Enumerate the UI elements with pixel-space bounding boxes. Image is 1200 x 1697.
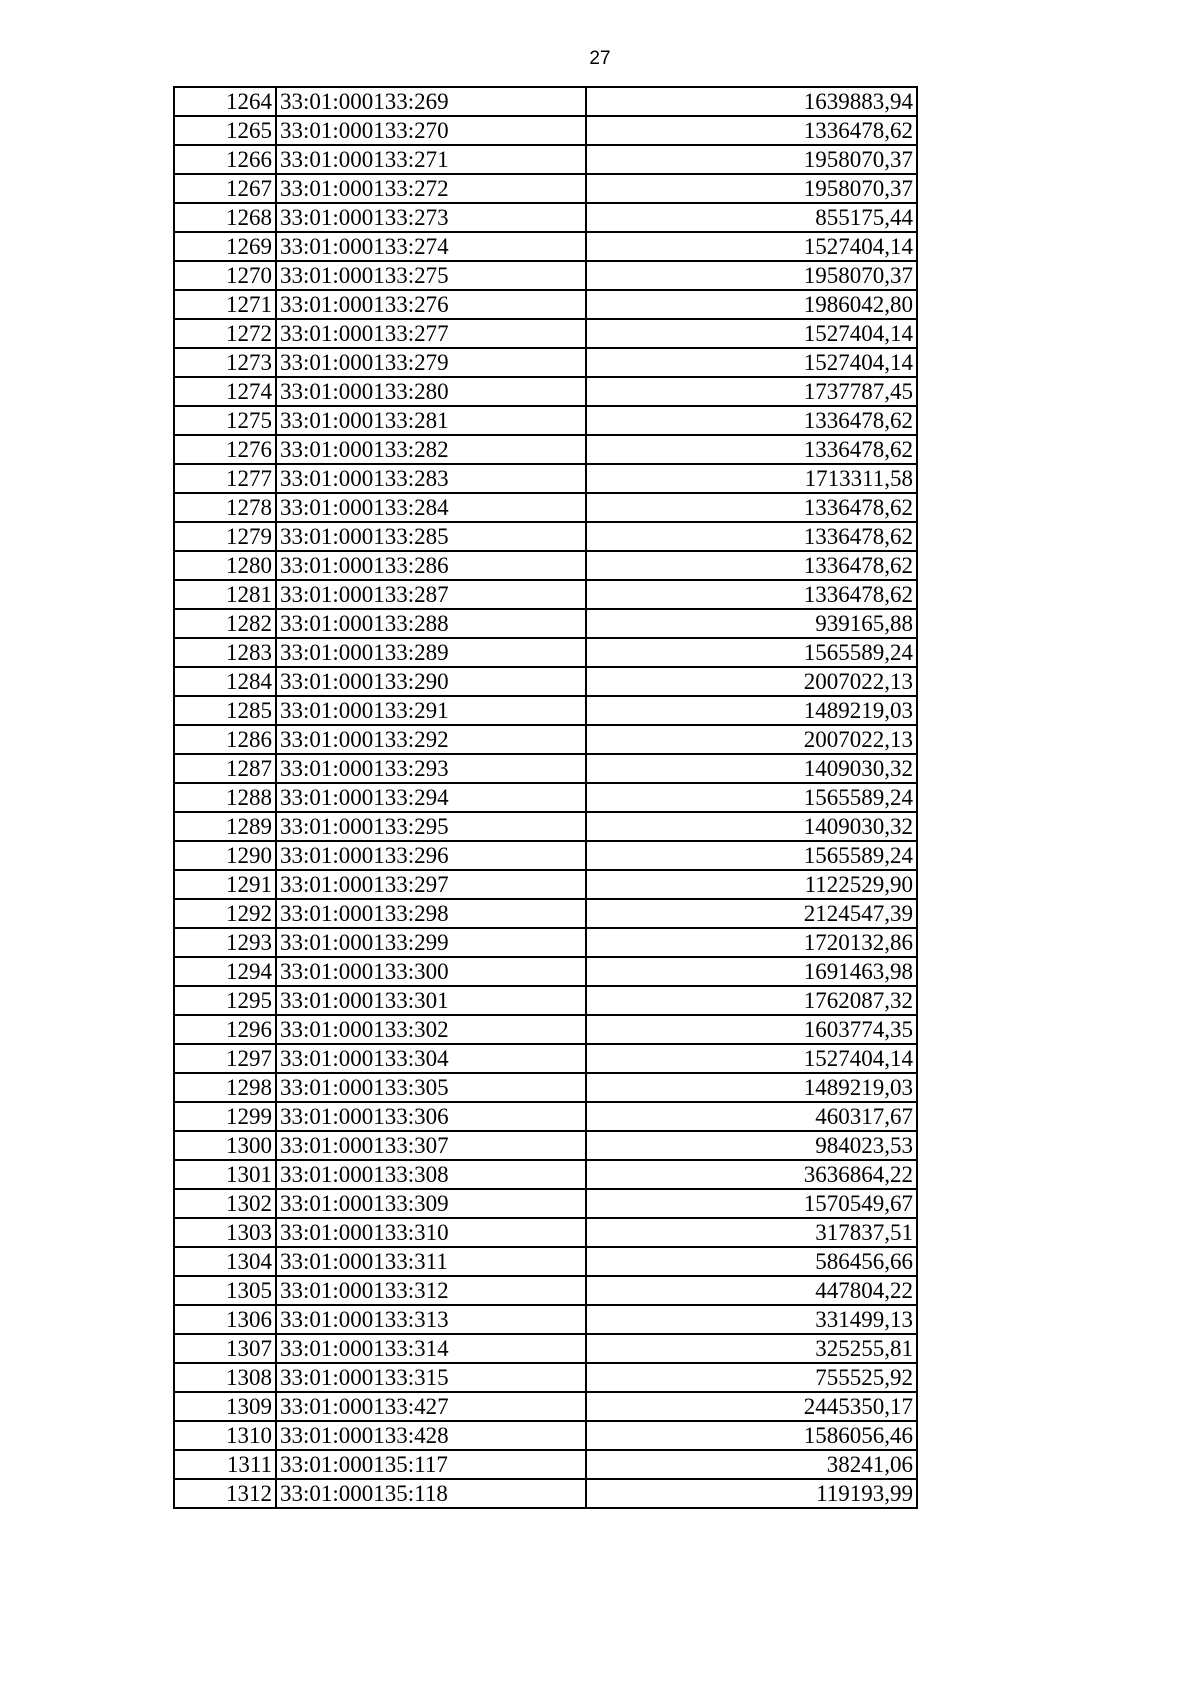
row-number-cell: 1281 bbox=[174, 580, 276, 609]
cadastral-number-cell: 33:01:000135:117 bbox=[276, 1450, 586, 1479]
cadastral-value-cell: 1409030,32 bbox=[586, 812, 917, 841]
cadastral-value-cell: 1336478,62 bbox=[586, 493, 917, 522]
cadastral-value-cell: 3636864,22 bbox=[586, 1160, 917, 1189]
cadastral-value-cell: 1527404,14 bbox=[586, 319, 917, 348]
row-number-cell: 1270 bbox=[174, 261, 276, 290]
table-row bbox=[174, 319, 917, 348]
row-number-cell: 1282 bbox=[174, 609, 276, 638]
row-number-cell: 1267 bbox=[174, 174, 276, 203]
table-row bbox=[174, 580, 917, 609]
table-row bbox=[174, 1305, 917, 1334]
table-row bbox=[174, 1334, 917, 1363]
cadastral-value-cell: 586456,66 bbox=[586, 1247, 917, 1276]
row-number-cell: 1288 bbox=[174, 783, 276, 812]
cadastral-value-cell: 1122529,90 bbox=[586, 870, 917, 899]
cadastral-value-cell: 1489219,03 bbox=[586, 696, 917, 725]
row-number-cell: 1295 bbox=[174, 986, 276, 1015]
row-number-cell: 1272 bbox=[174, 319, 276, 348]
table-row bbox=[174, 290, 917, 319]
row-number-cell: 1287 bbox=[174, 754, 276, 783]
row-number-cell: 1302 bbox=[174, 1189, 276, 1218]
cadastral-number-cell: 33:01:000133:275 bbox=[276, 261, 586, 290]
table-row bbox=[174, 1392, 917, 1421]
cadastral-value-cell: 1336478,62 bbox=[586, 551, 917, 580]
table-row bbox=[174, 1218, 917, 1247]
cadastral-number-cell: 33:01:000133:286 bbox=[276, 551, 586, 580]
row-number-cell: 1269 bbox=[174, 232, 276, 261]
table-row bbox=[174, 667, 917, 696]
cadastral-number-cell: 33:01:000133:291 bbox=[276, 696, 586, 725]
table-row bbox=[174, 1131, 917, 1160]
row-number-cell: 1271 bbox=[174, 290, 276, 319]
row-number-cell: 1310 bbox=[174, 1421, 276, 1450]
row-number-cell: 1275 bbox=[174, 406, 276, 435]
cadastral-number-cell: 33:01:000133:301 bbox=[276, 986, 586, 1015]
table-row bbox=[174, 638, 917, 667]
cadastral-number-cell: 33:01:000133:312 bbox=[276, 1276, 586, 1305]
cadastral-value-cell: 1958070,37 bbox=[586, 174, 917, 203]
row-number-cell: 1276 bbox=[174, 435, 276, 464]
cadastral-number-cell: 33:01:000133:428 bbox=[276, 1421, 586, 1450]
cadastral-number-cell: 33:01:000133:313 bbox=[276, 1305, 586, 1334]
table-row bbox=[174, 203, 917, 232]
row-number-cell: 1294 bbox=[174, 957, 276, 986]
table-row bbox=[174, 348, 917, 377]
cadastral-value-cell: 2124547,39 bbox=[586, 899, 917, 928]
cadastral-number-cell: 33:01:000133:269 bbox=[276, 87, 586, 116]
table-row bbox=[174, 696, 917, 725]
table-row bbox=[174, 1479, 917, 1508]
cadastral-number-cell: 33:01:000133:314 bbox=[276, 1334, 586, 1363]
cadastral-number-cell: 33:01:000133:289 bbox=[276, 638, 586, 667]
table-row bbox=[174, 232, 917, 261]
row-number-cell: 1308 bbox=[174, 1363, 276, 1392]
cadastral-value-cell: 1986042,80 bbox=[586, 290, 917, 319]
table-row bbox=[174, 1160, 917, 1189]
row-number-cell: 1307 bbox=[174, 1334, 276, 1363]
table-row bbox=[174, 551, 917, 580]
table-body bbox=[174, 87, 917, 1508]
table-row bbox=[174, 609, 917, 638]
row-number-cell: 1309 bbox=[174, 1392, 276, 1421]
cadastral-value-cell: 460317,67 bbox=[586, 1102, 917, 1131]
table-row bbox=[174, 1363, 917, 1392]
row-number-cell: 1298 bbox=[174, 1073, 276, 1102]
cadastral-value-cell: 1958070,37 bbox=[586, 261, 917, 290]
cadastral-value-cell: 1409030,32 bbox=[586, 754, 917, 783]
cadastral-value-cell: 2445350,17 bbox=[586, 1392, 917, 1421]
cadastral-value-cell: 1336478,62 bbox=[586, 406, 917, 435]
cadastral-value-cell: 755525,92 bbox=[586, 1363, 917, 1392]
cadastral-value-cell: 2007022,13 bbox=[586, 667, 917, 696]
cadastral-value-cell: 1958070,37 bbox=[586, 145, 917, 174]
cadastral-number-cell: 33:01:000133:281 bbox=[276, 406, 586, 435]
cadastral-value-cell: 1720132,86 bbox=[586, 928, 917, 957]
cadastral-value-cell: 317837,51 bbox=[586, 1218, 917, 1247]
cadastral-value-cell: 1603774,35 bbox=[586, 1015, 917, 1044]
cadastral-number-cell: 33:01:000133:296 bbox=[276, 841, 586, 870]
cadastral-number-cell: 33:01:000133:282 bbox=[276, 435, 586, 464]
table-row bbox=[174, 841, 917, 870]
table-row bbox=[174, 870, 917, 899]
row-number-cell: 1305 bbox=[174, 1276, 276, 1305]
cadastral-number-cell: 33:01:000133:297 bbox=[276, 870, 586, 899]
row-number-cell: 1284 bbox=[174, 667, 276, 696]
row-number-cell: 1266 bbox=[174, 145, 276, 174]
table-row bbox=[174, 174, 917, 203]
row-number-cell: 1277 bbox=[174, 464, 276, 493]
row-number-cell: 1278 bbox=[174, 493, 276, 522]
cadastral-value-cell: 119193,99 bbox=[586, 1479, 917, 1508]
cadastral-number-cell: 33:01:000133:290 bbox=[276, 667, 586, 696]
table-row bbox=[174, 1247, 917, 1276]
table-row bbox=[174, 754, 917, 783]
cadastral-number-cell: 33:01:000133:295 bbox=[276, 812, 586, 841]
cadastral-value-cell: 1570549,67 bbox=[586, 1189, 917, 1218]
row-number-cell: 1304 bbox=[174, 1247, 276, 1276]
table-row bbox=[174, 1421, 917, 1450]
cadastral-number-cell: 33:01:000133:302 bbox=[276, 1015, 586, 1044]
table-row bbox=[174, 435, 917, 464]
table-row bbox=[174, 377, 917, 406]
table-row bbox=[174, 986, 917, 1015]
table-row bbox=[174, 261, 917, 290]
cadastral-value-cell: 939165,88 bbox=[586, 609, 917, 638]
row-number-cell: 1312 bbox=[174, 1479, 276, 1508]
cadastral-number-cell: 33:01:000133:292 bbox=[276, 725, 586, 754]
table-row bbox=[174, 406, 917, 435]
cadastral-value-cell: 1336478,62 bbox=[586, 580, 917, 609]
page-number: 27 bbox=[589, 48, 611, 69]
cadastral-number-cell: 33:01:000133:283 bbox=[276, 464, 586, 493]
cadastral-number-cell: 33:01:000133:279 bbox=[276, 348, 586, 377]
row-number-cell: 1291 bbox=[174, 870, 276, 899]
row-number-cell: 1279 bbox=[174, 522, 276, 551]
table-row bbox=[174, 464, 917, 493]
row-number-cell: 1285 bbox=[174, 696, 276, 725]
cadastral-number-cell: 33:01:000133:309 bbox=[276, 1189, 586, 1218]
cadastral-value-cell: 447804,22 bbox=[586, 1276, 917, 1305]
cadastral-number-cell: 33:01:000133:299 bbox=[276, 928, 586, 957]
cadastral-number-cell: 33:01:000133:310 bbox=[276, 1218, 586, 1247]
cadastral-number-cell: 33:01:000133:277 bbox=[276, 319, 586, 348]
cadastral-number-cell: 33:01:000133:271 bbox=[276, 145, 586, 174]
row-number-cell: 1268 bbox=[174, 203, 276, 232]
cadastral-number-cell: 33:01:000133:285 bbox=[276, 522, 586, 551]
row-number-cell: 1293 bbox=[174, 928, 276, 957]
table-row bbox=[174, 145, 917, 174]
row-number-cell: 1274 bbox=[174, 377, 276, 406]
cadastral-value-cell: 1713311,58 bbox=[586, 464, 917, 493]
cadastral-value-cell: 325255,81 bbox=[586, 1334, 917, 1363]
cadastral-number-cell: 33:01:000133:274 bbox=[276, 232, 586, 261]
cadastral-number-cell: 33:01:000133:304 bbox=[276, 1044, 586, 1073]
cadastral-number-cell: 33:01:000133:307 bbox=[276, 1131, 586, 1160]
cadastral-value-cell: 1639883,94 bbox=[586, 87, 917, 116]
cadastral-number-cell: 33:01:000133:272 bbox=[276, 174, 586, 203]
table-row bbox=[174, 812, 917, 841]
table-row bbox=[174, 87, 917, 116]
row-number-cell: 1300 bbox=[174, 1131, 276, 1160]
cadastral-value-cell: 38241,06 bbox=[586, 1450, 917, 1479]
cadastral-number-cell: 33:01:000133:280 bbox=[276, 377, 586, 406]
cadastral-value-cell: 1336478,62 bbox=[586, 435, 917, 464]
row-number-cell: 1299 bbox=[174, 1102, 276, 1131]
cadastral-number-cell: 33:01:000133:306 bbox=[276, 1102, 586, 1131]
cadastral-value-cell: 2007022,13 bbox=[586, 725, 917, 754]
cadastral-number-cell: 33:01:000133:315 bbox=[276, 1363, 586, 1392]
table-row bbox=[174, 1450, 917, 1479]
cadastral-number-cell: 33:01:000133:305 bbox=[276, 1073, 586, 1102]
cadastral-value-cell: 1489219,03 bbox=[586, 1073, 917, 1102]
table-row bbox=[174, 1102, 917, 1131]
cadastral-value-cell: 1336478,62 bbox=[586, 522, 917, 551]
row-number-cell: 1273 bbox=[174, 348, 276, 377]
row-number-cell: 1301 bbox=[174, 1160, 276, 1189]
cadastral-value-cell: 1527404,14 bbox=[586, 348, 917, 377]
cadastral-value-cell: 984023,53 bbox=[586, 1131, 917, 1160]
row-number-cell: 1311 bbox=[174, 1450, 276, 1479]
table-row bbox=[174, 1189, 917, 1218]
row-number-cell: 1290 bbox=[174, 841, 276, 870]
cadastral-value-cell: 1565589,24 bbox=[586, 638, 917, 667]
row-number-cell: 1264 bbox=[174, 87, 276, 116]
cadastral-number-cell: 33:01:000133:294 bbox=[276, 783, 586, 812]
cadastral-number-cell: 33:01:000133:298 bbox=[276, 899, 586, 928]
row-number-cell: 1292 bbox=[174, 899, 276, 928]
cadastral-value-cell: 1762087,32 bbox=[586, 986, 917, 1015]
cadastral-number-cell: 33:01:000133:311 bbox=[276, 1247, 586, 1276]
table-row bbox=[174, 1044, 917, 1073]
row-number-cell: 1283 bbox=[174, 638, 276, 667]
row-number-cell: 1265 bbox=[174, 116, 276, 145]
table-row bbox=[174, 1073, 917, 1102]
cadastral-value-cell: 1565589,24 bbox=[586, 783, 917, 812]
row-number-cell: 1286 bbox=[174, 725, 276, 754]
table-row bbox=[174, 928, 917, 957]
table-row bbox=[174, 899, 917, 928]
cadastral-number-cell: 33:01:000133:287 bbox=[276, 580, 586, 609]
row-number-cell: 1297 bbox=[174, 1044, 276, 1073]
cadastral-number-cell: 33:01:000133:427 bbox=[276, 1392, 586, 1421]
cadastral-number-cell: 33:01:000133:270 bbox=[276, 116, 586, 145]
cadastral-value-cell: 1691463,98 bbox=[586, 957, 917, 986]
table-row bbox=[174, 116, 917, 145]
table-row bbox=[174, 957, 917, 986]
cadastral-number-cell: 33:01:000133:308 bbox=[276, 1160, 586, 1189]
row-number-cell: 1306 bbox=[174, 1305, 276, 1334]
row-number-cell: 1289 bbox=[174, 812, 276, 841]
cadastral-number-cell: 33:01:000133:276 bbox=[276, 290, 586, 319]
table-row bbox=[174, 1276, 917, 1305]
row-number-cell: 1280 bbox=[174, 551, 276, 580]
cadastral-value-cell: 1586056,46 bbox=[586, 1421, 917, 1450]
cadastral-value-cell: 1527404,14 bbox=[586, 1044, 917, 1073]
table-row bbox=[174, 783, 917, 812]
table-row bbox=[174, 493, 917, 522]
row-number-cell: 1303 bbox=[174, 1218, 276, 1247]
cadastral-number-cell: 33:01:000133:288 bbox=[276, 609, 586, 638]
cadastral-number-cell: 33:01:000133:300 bbox=[276, 957, 586, 986]
cadastral-value-cell: 1565589,24 bbox=[586, 841, 917, 870]
table-row bbox=[174, 725, 917, 754]
cadastral-value-table bbox=[173, 86, 918, 1509]
cadastral-number-cell: 33:01:000133:293 bbox=[276, 754, 586, 783]
table-row bbox=[174, 1015, 917, 1044]
cadastral-value-cell: 1527404,14 bbox=[586, 232, 917, 261]
cadastral-number-cell: 33:01:000133:273 bbox=[276, 203, 586, 232]
cadastral-value-cell: 855175,44 bbox=[586, 203, 917, 232]
cadastral-number-cell: 33:01:000135:118 bbox=[276, 1479, 586, 1508]
row-number-cell: 1296 bbox=[174, 1015, 276, 1044]
cadastral-number-cell: 33:01:000133:284 bbox=[276, 493, 586, 522]
cadastral-value-cell: 331499,13 bbox=[586, 1305, 917, 1334]
cadastral-value-cell: 1336478,62 bbox=[586, 116, 917, 145]
cadastral-value-cell: 1737787,45 bbox=[586, 377, 917, 406]
table-row bbox=[174, 522, 917, 551]
